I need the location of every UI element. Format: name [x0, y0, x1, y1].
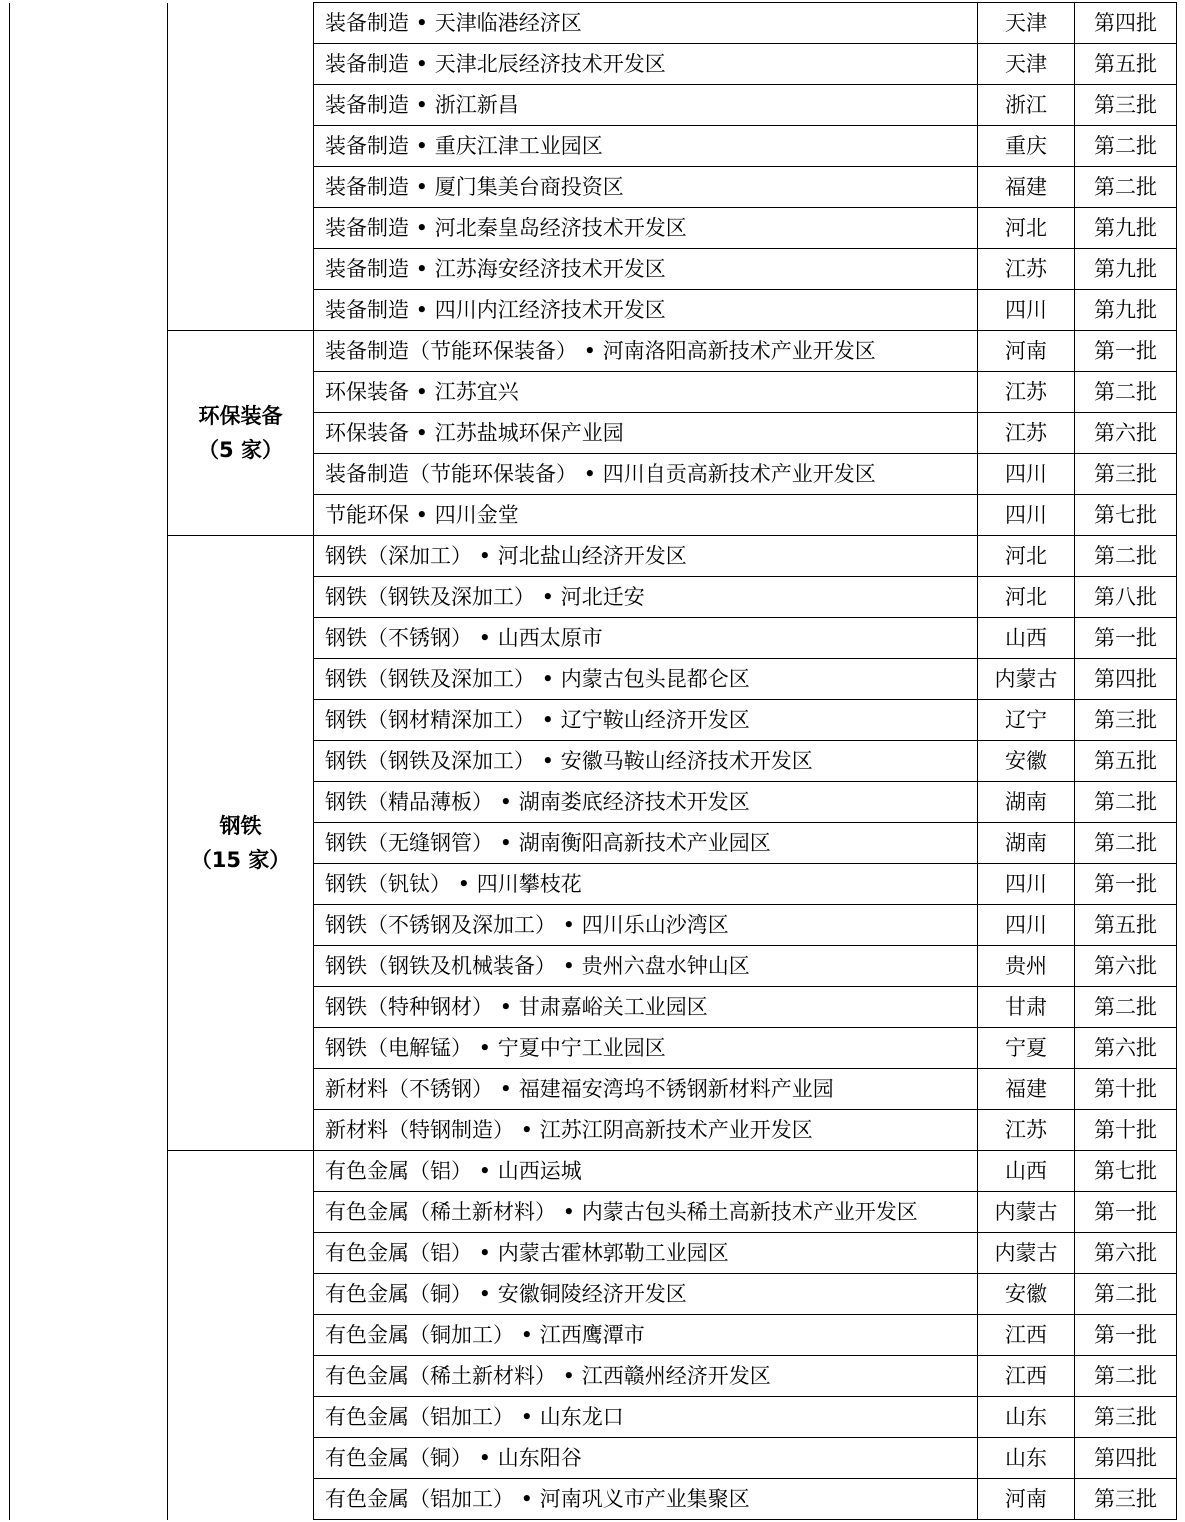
province: 河南: [978, 331, 1075, 372]
province: 江苏: [978, 249, 1075, 290]
batch: 第三批: [1075, 1479, 1177, 1520]
batch: 第七批: [1075, 495, 1177, 536]
province: 湖南: [978, 823, 1075, 864]
batch: 第九批: [1075, 290, 1177, 331]
province: 河北: [978, 577, 1075, 618]
batch: 第二批: [1075, 987, 1177, 1028]
park-name: 装备制造 • 天津北辰经济技术开发区: [314, 44, 978, 85]
park-name: 钢铁（无缝钢管） • 湖南衡阳高新技术产业园区: [314, 823, 978, 864]
park-name: 装备制造 • 四川内江经济技术开发区: [314, 290, 978, 331]
park-name: 装备制造 • 重庆江津工业园区: [314, 126, 978, 167]
park-name: 钢铁（不锈钢及深加工） • 四川乐山沙湾区: [314, 905, 978, 946]
park-name: 有色金属（铝） • 内蒙古霍林郭勒工业园区: [314, 1233, 978, 1274]
batch: 第二批: [1075, 126, 1177, 167]
province: 江苏: [978, 372, 1075, 413]
batch: 第九批: [1075, 208, 1177, 249]
province: 宁夏: [978, 1028, 1075, 1069]
sector-cell: [10, 3, 168, 536]
park-name: 钢铁（钒钛） • 四川攀枝花: [314, 864, 978, 905]
province: 内蒙古: [978, 1233, 1075, 1274]
table-row: [10, 536, 1177, 577]
category-cell: [168, 1151, 314, 1520]
province: 天津: [978, 44, 1075, 85]
batch: 第九批: [1075, 249, 1177, 290]
province: 天津: [978, 3, 1075, 44]
table-body: [10, 3, 1177, 1520]
province: 内蒙古: [978, 1192, 1075, 1233]
park-name: 钢铁（钢铁及深加工） • 安徽马鞍山经济技术开发区: [314, 741, 978, 782]
park-name: 有色金属（铝加工） • 山东龙口: [314, 1397, 978, 1438]
industry-base-table: [9, 2, 1177, 1520]
park-name: 钢铁（精品薄板） • 湖南娄底经济技术开发区: [314, 782, 978, 823]
province: 山西: [978, 618, 1075, 659]
park-name: 新材料（不锈钢） • 福建福安湾坞不锈钢新材料产业园: [314, 1069, 978, 1110]
park-name: 装备制造（节能环保装备） • 河南洛阳高新技术产业开发区: [314, 331, 978, 372]
category-title: 环保装备: [198, 404, 283, 428]
batch: 第六批: [1075, 413, 1177, 454]
batch: 第二批: [1075, 1274, 1177, 1315]
park-name: 有色金属（铜加工） • 江西鹰潭市: [314, 1315, 978, 1356]
table-row: [10, 3, 1177, 44]
batch: 第十批: [1075, 1110, 1177, 1151]
park-name: 有色金属（稀土新材料） • 江西赣州经济开发区: [314, 1356, 978, 1397]
park-name: 有色金属（铝） • 山西运城: [314, 1151, 978, 1192]
province: 安徽: [978, 741, 1075, 782]
park-name: 钢铁（不锈钢） • 山西太原市: [314, 618, 978, 659]
park-name: 装备制造 • 浙江新昌: [314, 85, 978, 126]
province: 湖南: [978, 782, 1075, 823]
batch: 第二批: [1075, 372, 1177, 413]
province: 辽宁: [978, 700, 1075, 741]
category-count: （5 家）: [198, 438, 283, 462]
batch: 第六批: [1075, 1233, 1177, 1274]
batch: 第七批: [1075, 1151, 1177, 1192]
batch: 第五批: [1075, 44, 1177, 85]
batch: 第一批: [1075, 618, 1177, 659]
category-cell: [168, 331, 314, 536]
batch: 第一批: [1075, 1192, 1177, 1233]
province: 山东: [978, 1397, 1075, 1438]
province: 江苏: [978, 413, 1075, 454]
table-row: [10, 1151, 1177, 1192]
batch: 第三批: [1075, 700, 1177, 741]
province: 四川: [978, 290, 1075, 331]
park-name: 钢铁（钢材精深加工） • 辽宁鞍山经济开发区: [314, 700, 978, 741]
province: 河北: [978, 208, 1075, 249]
province: 内蒙古: [978, 659, 1075, 700]
park-name: 装备制造 • 天津临港经济区: [314, 3, 978, 44]
batch: 第十批: [1075, 1069, 1177, 1110]
batch: 第三批: [1075, 85, 1177, 126]
province: 江西: [978, 1315, 1075, 1356]
park-name: 装备制造 • 河北秦皇岛经济技术开发区: [314, 208, 978, 249]
province: 重庆: [978, 126, 1075, 167]
province: 河南: [978, 1479, 1075, 1520]
province: 江西: [978, 1356, 1075, 1397]
province: 山东: [978, 1438, 1075, 1479]
category-cell: [168, 536, 314, 1151]
table-row: [10, 331, 1177, 372]
park-name: 钢铁（钢铁及深加工） • 内蒙古包头昆都仑区: [314, 659, 978, 700]
batch: 第二批: [1075, 823, 1177, 864]
batch: 第六批: [1075, 946, 1177, 987]
province: 江苏: [978, 1110, 1075, 1151]
batch: 第二批: [1075, 1356, 1177, 1397]
batch: 第五批: [1075, 741, 1177, 782]
batch: 第一批: [1075, 864, 1177, 905]
province: 甘肃: [978, 987, 1075, 1028]
park-name: 钢铁（钢铁及机械装备） • 贵州六盘水钟山区: [314, 946, 978, 987]
batch: 第四批: [1075, 3, 1177, 44]
category-count: （15 家）: [190, 848, 291, 872]
province: 山西: [978, 1151, 1075, 1192]
park-name: 装备制造（节能环保装备） • 四川自贡高新技术产业开发区: [314, 454, 978, 495]
park-name: 有色金属（铝加工） • 河南巩义市产业集聚区: [314, 1479, 978, 1520]
park-name: 钢铁（特种钢材） • 甘肃嘉峪关工业园区: [314, 987, 978, 1028]
province: 河北: [978, 536, 1075, 577]
park-name: 钢铁（钢铁及深加工） • 河北迁安: [314, 577, 978, 618]
batch: 第二批: [1075, 167, 1177, 208]
park-name: 钢铁（电解锰） • 宁夏中宁工业园区: [314, 1028, 978, 1069]
park-name: 有色金属（铜） • 安徽铜陵经济开发区: [314, 1274, 978, 1315]
batch: 第四批: [1075, 1438, 1177, 1479]
park-name: 环保装备 • 江苏盐城环保产业园: [314, 413, 978, 454]
batch: 第八批: [1075, 577, 1177, 618]
batch: 第二批: [1075, 536, 1177, 577]
batch: 第四批: [1075, 659, 1177, 700]
province: 贵州: [978, 946, 1075, 987]
batch: 第六批: [1075, 1028, 1177, 1069]
province: 浙江: [978, 85, 1075, 126]
park-name: 有色金属（铜） • 山东阳谷: [314, 1438, 978, 1479]
park-name: 钢铁（深加工） • 河北盐山经济开发区: [314, 536, 978, 577]
province: 福建: [978, 1069, 1075, 1110]
batch: 第一批: [1075, 331, 1177, 372]
province: 福建: [978, 167, 1075, 208]
category-cell: [168, 3, 314, 331]
province: 四川: [978, 454, 1075, 495]
province: 四川: [978, 495, 1075, 536]
batch: 第三批: [1075, 454, 1177, 495]
park-name: 有色金属（稀土新材料） • 内蒙古包头稀土高新技术产业开发区: [314, 1192, 978, 1233]
province: 安徽: [978, 1274, 1075, 1315]
batch: 第一批: [1075, 1315, 1177, 1356]
park-name: 环保装备 • 江苏宜兴: [314, 372, 978, 413]
category-title: 钢铁: [219, 814, 262, 838]
park-name: 节能环保 • 四川金堂: [314, 495, 978, 536]
park-name: 装备制造 • 厦门集美台商投资区: [314, 167, 978, 208]
sector-cell: [10, 536, 168, 1520]
province: 四川: [978, 905, 1075, 946]
park-name: 新材料（特钢制造） • 江苏江阴高新技术产业开发区: [314, 1110, 978, 1151]
batch: 第五批: [1075, 905, 1177, 946]
batch: 第三批: [1075, 1397, 1177, 1438]
batch: 第二批: [1075, 782, 1177, 823]
province: 四川: [978, 864, 1075, 905]
park-name: 装备制造 • 江苏海安经济技术开发区: [314, 249, 978, 290]
